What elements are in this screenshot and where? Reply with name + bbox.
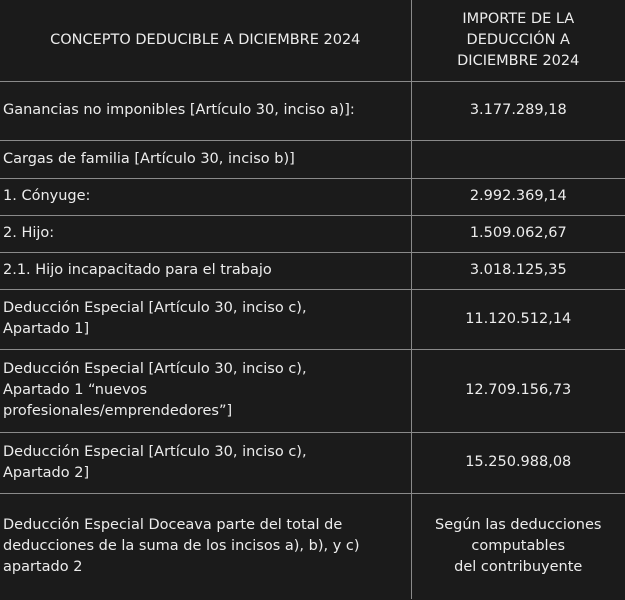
table-row <box>0 140 625 178</box>
row-concept: Deducción Especial [Artículo 30, inciso c), Apartado 2] <box>0 432 411 493</box>
table-row <box>0 81 625 140</box>
row-concept: Cargas de familia [Artículo 30, inciso b)] <box>0 140 411 178</box>
header-amount: IMPORTE DE LA DEDUCCIÓN A DICIEMBRE 2024 <box>411 0 625 81</box>
row-amount: 15.250.988,08 <box>411 432 625 493</box>
table-row <box>0 432 625 493</box>
row-concept: 2.1. Hijo incapacitado para el trabajo <box>0 252 411 289</box>
row-concept: Deducción Especial Doceava parte del total de deducciones de la suma de los incisos a), b), y c) apartado 2 <box>0 493 411 599</box>
row-concept: Deducción Especial [Artículo 30, inciso c), Apartado 1] <box>0 289 411 349</box>
row-amount <box>411 140 625 178</box>
row-amount: 3.177.289,18 <box>411 81 625 140</box>
row-concept: Ganancias no imponibles [Artículo 30, inciso a)]: <box>0 81 411 140</box>
row-concept: Deducción Especial [Artículo 30, inciso c), Apartado 1 “nuevos profesionales/emprendedores”] <box>0 349 411 432</box>
table-row <box>0 349 625 432</box>
header-concept: CONCEPTO DEDUCIBLE A DICIEMBRE 2024 <box>0 0 411 81</box>
row-amount: 3.018.125,35 <box>411 252 625 289</box>
row-amount: 2.992.369,14 <box>411 178 625 215</box>
table-row <box>0 215 625 252</box>
row-concept: 1. Cónyuge: <box>0 178 411 215</box>
row-amount: 11.120.512,14 <box>411 289 625 349</box>
table-row <box>0 252 625 289</box>
row-concept: 2. Hijo: <box>0 215 411 252</box>
row-amount: 1.509.062,67 <box>411 215 625 252</box>
row-amount: 12.709.156,73 <box>411 349 625 432</box>
table-header-row <box>0 0 625 81</box>
table-row <box>0 493 625 599</box>
row-amount: Según las deducciones computables del contribuyente <box>411 493 625 599</box>
table-row <box>0 289 625 349</box>
table-row <box>0 178 625 215</box>
